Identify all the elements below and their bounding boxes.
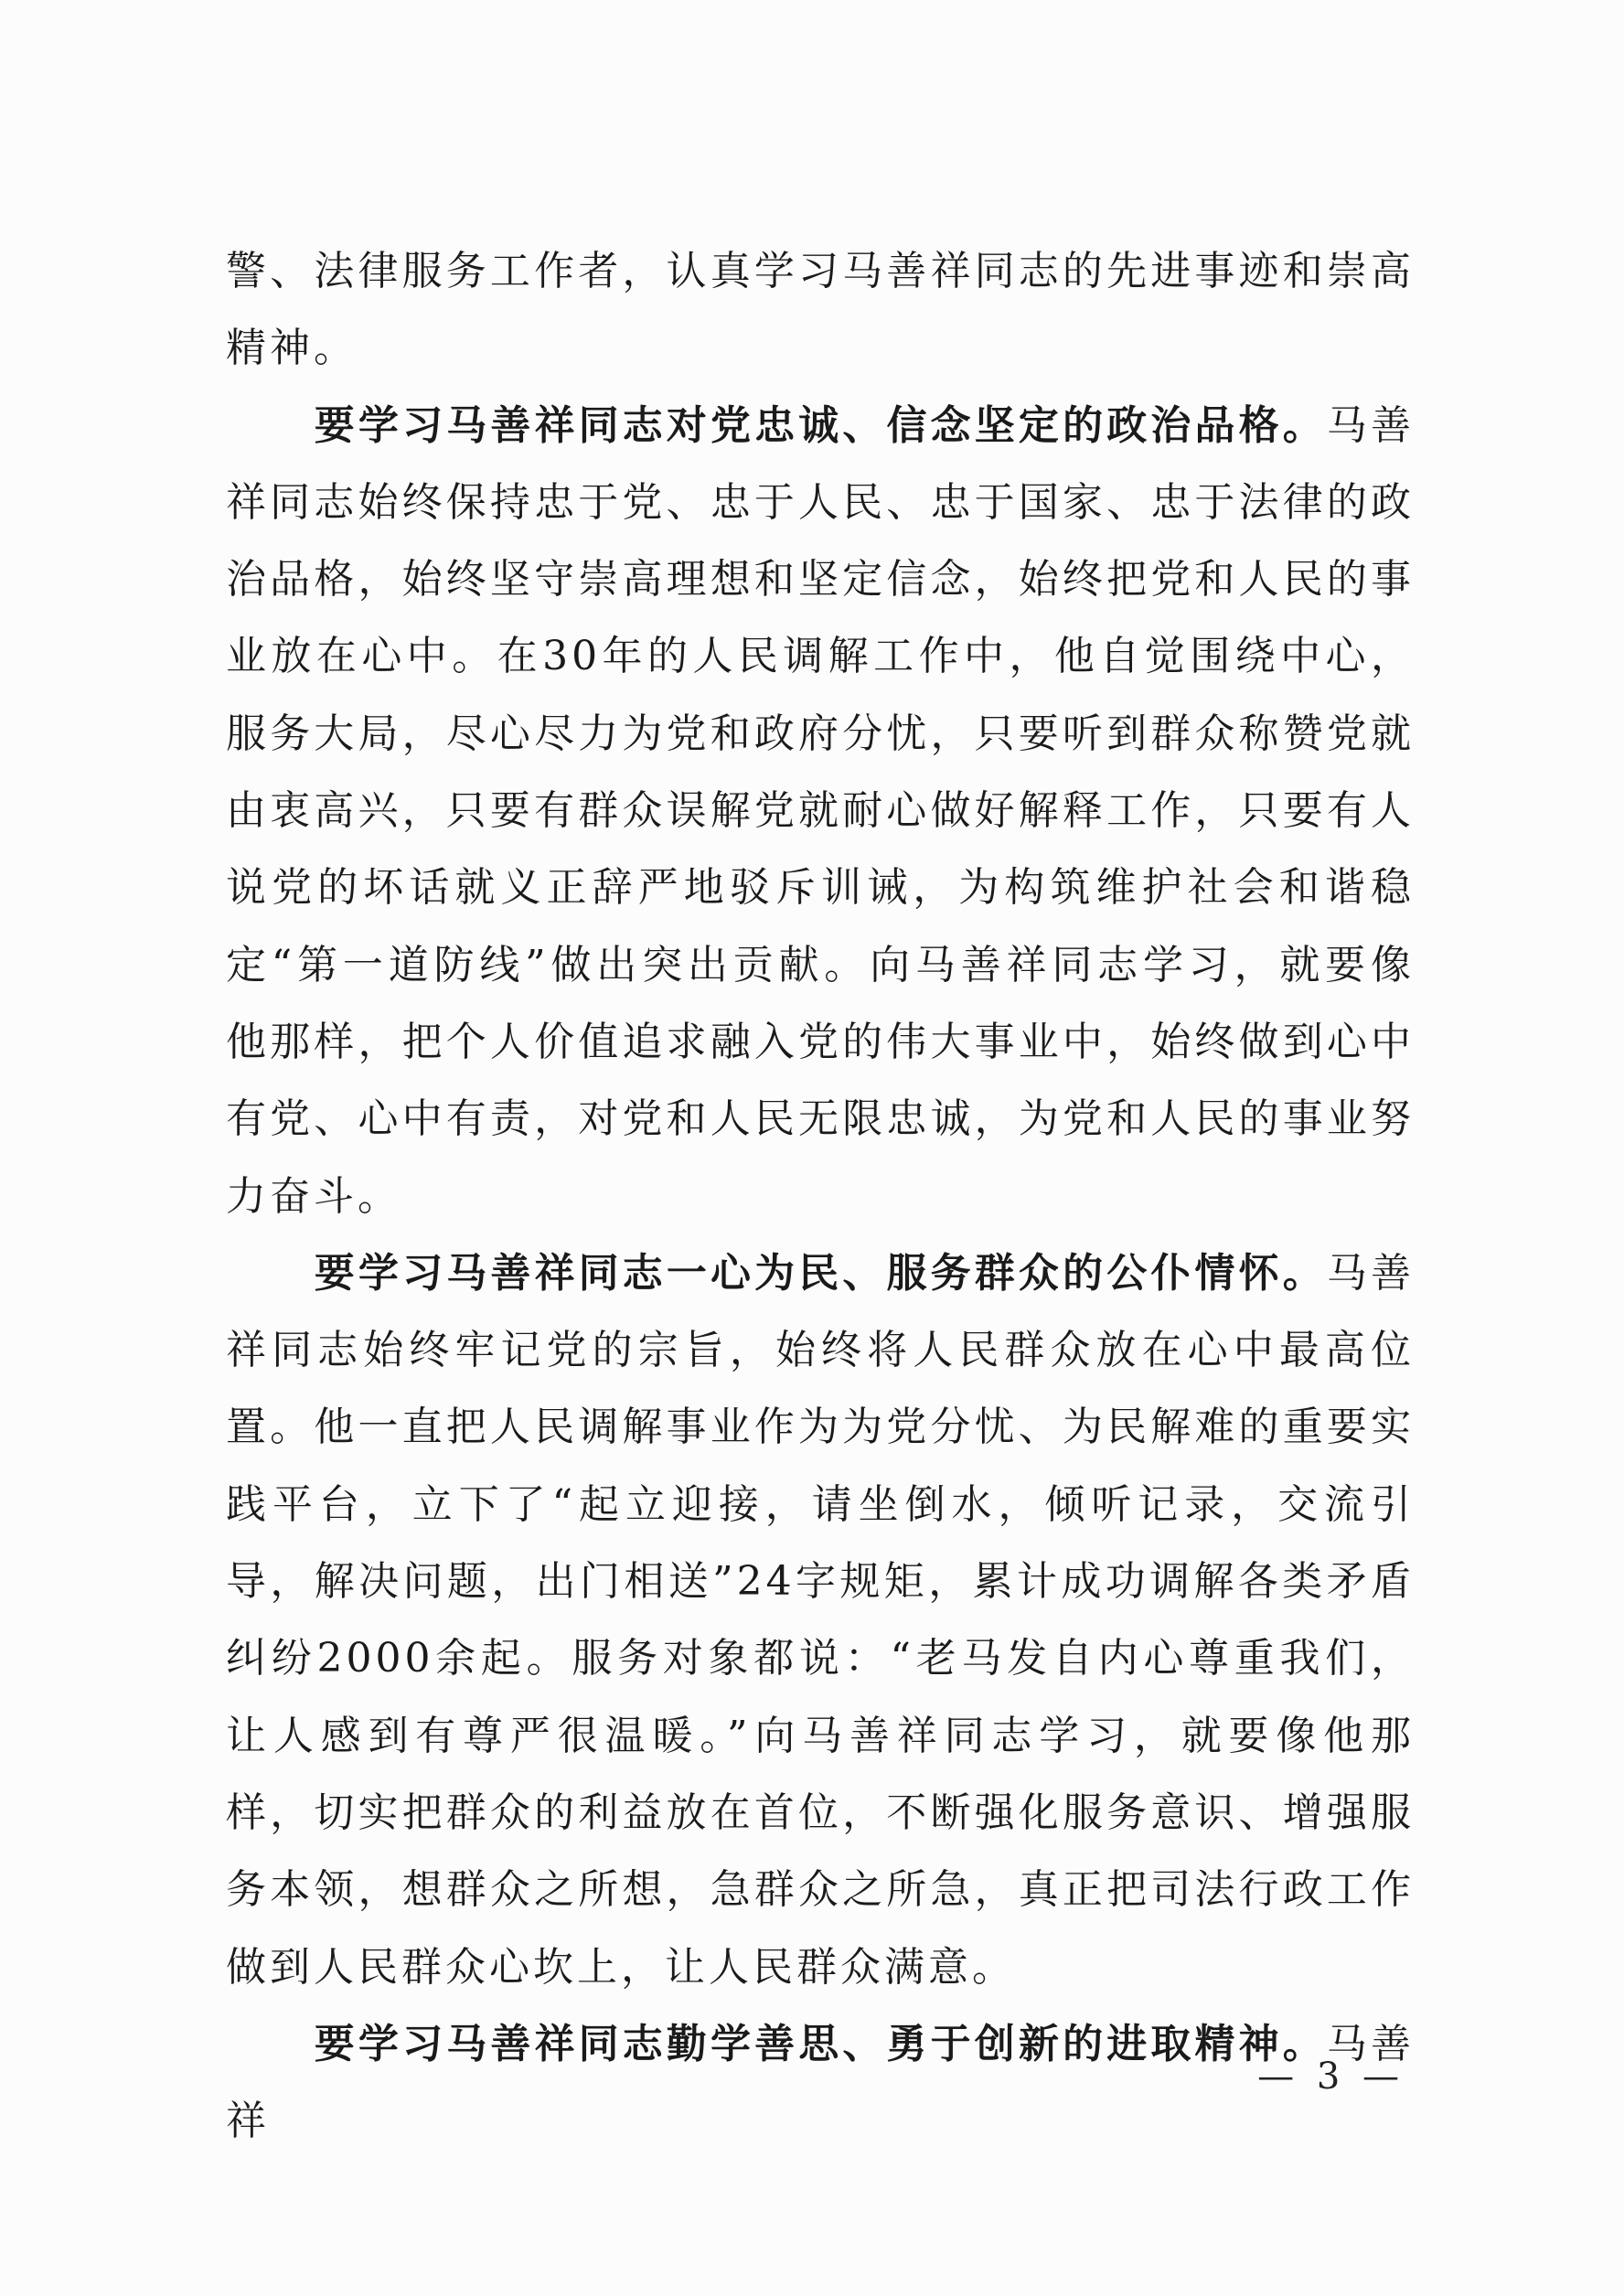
paragraph-text: 马善祥同志始终牢记党的宗旨，始终将人民群众放在心中最高位置。他一直把人民调解事业作为为党分忧、为民解难的重要实践平台，立下了“起立迎接，请坐倒水，倾听记录，交流引导，解决问题，出门相送”24字规矩，累计成功调解各类矛盾纠纷2000余起。服务对象都说：“老马发自内心尊重我们，让人感到有尊严很温暖。”向马善祥同志学习，就要像他那样，切实把群众的利益放在首位，不断强化服务意识、增强服务本领，想群众之所想，急群众之所急，真正把司法行政工作做到人民群众心坎上，让人民群众满意。 xyxy=(226,1249,1416,1991)
paragraph-text: 警、法律服务工作者，认真学习马善祥同志的先进事迹和崇高精神。 xyxy=(226,248,1415,372)
paragraph-text: 马善祥同志始终保持忠于党、忠于人民、忠于国家、忠于法律的政治品格，始终坚守崇高理想和坚定信念，始终把党和人民的事业放在心中。在30年的人民调解工作中，他自觉围绕中心，服务大局，尽心尽力为党和政府分忧，只要听到群众称赞党就由衷高兴，只要有群众误解党就耐心做好解释工作，只要有人说党的坏话就义正辞严地驳斥训诫，为构筑维护社会和谐稳定“第一道防线”做出突出贡献。向马善祥同志学习，就要像他那样，把个人价值追求融入党的伟大事业中，始终做到心中有党、心中有责，对党和人民无限忠诚，为党和人民的事业努力奋斗。 xyxy=(226,401,1416,1220)
paragraph-text: 马善祥 xyxy=(226,2020,1416,2145)
document-body xyxy=(226,233,1415,2160)
paragraph-heading: 要学习马善祥同志勤学善思、勇于创新的进取精神。 xyxy=(314,2020,1327,2067)
paragraph-heading: 要学习马善祥同志一心为民、服务群众的公仆情怀。 xyxy=(314,1249,1327,1297)
paragraph-public-servant xyxy=(226,1235,1415,2006)
page-number: — 3 — xyxy=(1257,2056,1405,2098)
paragraph-political-character xyxy=(226,388,1415,1235)
paragraph-innovation xyxy=(226,2006,1415,2161)
paragraph-continued xyxy=(226,233,1415,388)
paragraph-heading: 要学习马善祥同志对党忠诚、信念坚定的政治品格。 xyxy=(314,401,1327,449)
